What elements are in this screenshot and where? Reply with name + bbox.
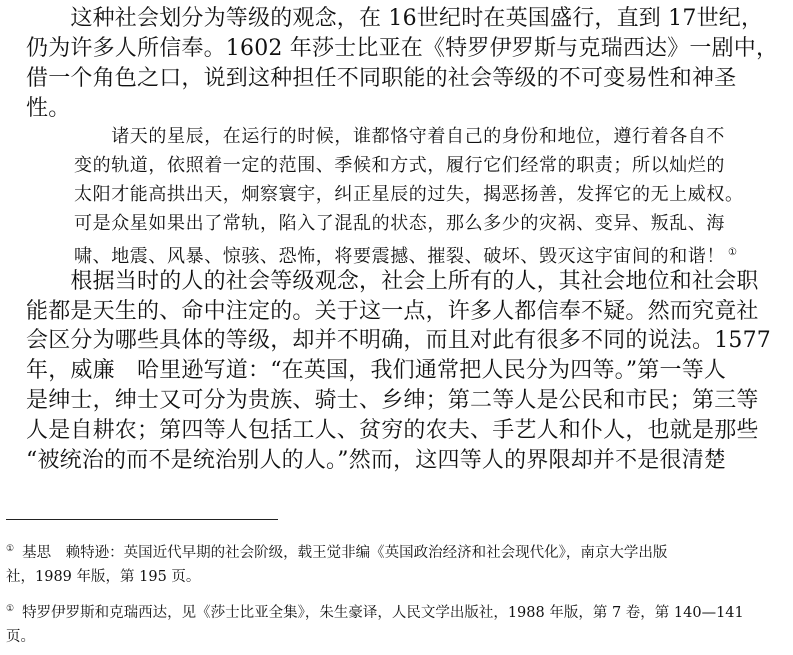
- paragraph2-line-4: 年，威廉 哈里逊写道：“在英国，我们通常把人民分为四等。”第一等人: [26, 358, 727, 383]
- footnote-2-text-1: 特罗伊罗斯和克瑞西达，见《莎士比亚全集》，朱生豪译，人民文学出版社，1988 年版，第 7 卷，第 140—141: [22, 604, 744, 621]
- quote-line-5: [74, 240, 738, 270]
- paragraph2-line-3: 会区分为哪些具体的等级，却并不明确，而且对此有很多不同的说法。1577: [26, 328, 771, 353]
- quote-footnote-mark: ①: [728, 247, 738, 258]
- quote-line-3: 太阳才能高拱出天，炯察寰宇，纠正星辰的过失，揭恶扬善，发挥它的无上威权。: [74, 184, 744, 205]
- paragraph2-line-2: 能都是天生的、命中注定的。关于这一点，许多人都信奉不疑。然而究竟社: [26, 299, 759, 324]
- footnote-1-line-1: [6, 538, 667, 564]
- quote-line-4: 可是众星如果出了常轨，陷入了混乱的状态，那么多少的灾祸、变异、叛乱、海: [74, 213, 725, 234]
- paragraph1-line-3: 借一个角色之口，说到这种担任不同职能的社会等级的不可变易性和神圣: [26, 66, 737, 91]
- paragraph2-line-5: 是绅士，绅士又可分为贵族、骑士、乡绅；第二等人是公民和市民；第三等: [26, 388, 759, 413]
- paragraph1-line-4: 性。: [26, 96, 71, 121]
- paragraph2-line-7: “被统治的而不是统治别人的人。”然而，这四等人的界限却并不是很清楚: [26, 448, 727, 473]
- quote-line-5-text: 啸、地震、风暴、惊骇、恐怖，将要震撼、摧裂、破坏、毁灭这宇宙间的和谐！: [74, 246, 725, 267]
- footnote-1-text-1: 基思 赖特逊：英国近代早期的社会阶级，载王觉非编《英国政治经济和社会现代化》，南京大学出版: [22, 544, 668, 561]
- paragraph2-line-1: 根据当时的人的社会等级观念，社会上所有的人，其社会地位和社会职: [26, 269, 759, 294]
- paragraph1-line-2: 仍为许多人所信奉。1602 年莎士比亚在《特罗伊罗斯与克瑞西达》一剧中，: [26, 36, 779, 61]
- paragraph2-line-6: 人是自耕农；第四等人包括工人、贫穷的农夫、手艺人和仆人，也就是那些: [26, 418, 759, 443]
- footnote-2-line-1: [6, 598, 744, 624]
- footnote-2-line-2: 页。: [6, 629, 35, 645]
- footnote-divider: [6, 519, 278, 520]
- quote-line-2: 变的轨道，依照着一定的范围、季候和方式，履行它们经常的职责；所以灿烂的: [74, 155, 725, 176]
- quote-line-1: 诸天的星辰，在运行的时候，谁都恪守着自己的身份和地位，遵行着各自不: [74, 126, 725, 147]
- footnote-1-line-2: 社，1989 年版，第 195 页。: [6, 569, 201, 585]
- footnote-1-mark: ①: [6, 544, 15, 554]
- paragraph1-line-1: 这种社会划分为等级的观念，在 16世纪时在英国盛行，直到 17世纪，: [26, 6, 764, 31]
- footnote-2-mark: ①: [6, 604, 15, 614]
